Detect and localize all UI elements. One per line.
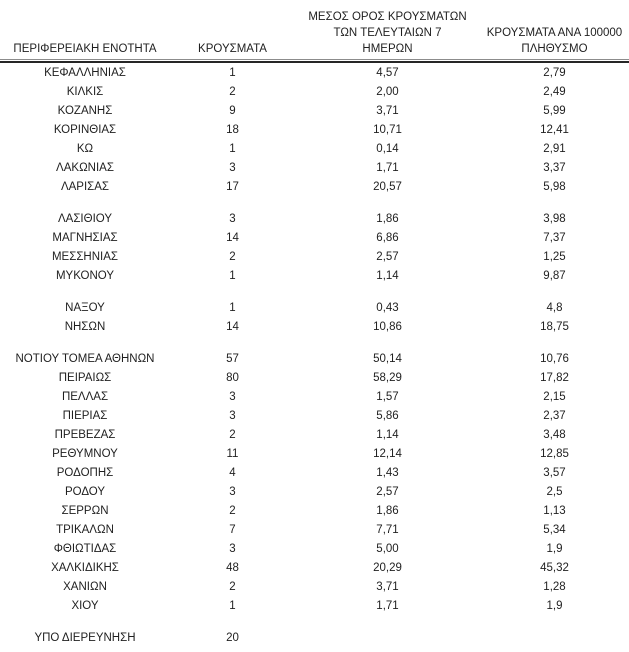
avg7-cell: 3,71	[376, 580, 399, 593]
table-row	[0, 368, 629, 387]
region-cell: ΡΟΔΟΠΗΣ	[56, 466, 114, 479]
cases-cell: 3	[229, 161, 236, 174]
table-row	[0, 209, 629, 228]
cases-cell: 18	[226, 123, 239, 136]
avg7-cell: 10,86	[373, 320, 402, 333]
cases-cell: 1	[229, 599, 236, 612]
region-cell: ΚΟΡΙΝΘΙΑΣ	[53, 123, 117, 136]
per100k-cell: 2,15	[543, 390, 566, 403]
table-row	[0, 139, 629, 158]
region-cell: ΡΟΔΟΥ	[64, 485, 106, 498]
avg7-cell: 1,86	[376, 504, 399, 517]
region-cell: ΜΥΚΟΝΟΥ	[55, 269, 115, 282]
per100k-cell: 1,25	[543, 250, 566, 263]
avg7-cell: 5,00	[376, 542, 399, 555]
group-spacer	[0, 336, 629, 349]
table-row	[0, 482, 629, 501]
per100k-cell: 2,37	[543, 409, 566, 422]
col-header-avg7	[295, 9, 480, 57]
per100k-cell: 5,34	[543, 523, 566, 536]
table-row	[0, 266, 629, 285]
table-row	[0, 63, 629, 82]
region-cell: ΠΕΙΡΑΙΩΣ	[58, 371, 112, 384]
cases-cell: 3	[229, 212, 236, 225]
table-row	[0, 158, 629, 177]
region-cell: ΝΑΞΟΥ	[65, 301, 105, 314]
avg7-cell: 0,14	[376, 142, 399, 155]
cases-cell: 9	[229, 104, 236, 117]
table-row	[0, 349, 629, 368]
col-header-per100k	[480, 25, 629, 57]
avg7-cell: 1,14	[376, 269, 399, 282]
avg7-cell: 10,71	[373, 123, 402, 136]
cases-cell: 2	[229, 428, 236, 441]
region-cell: ΣΕΡΡΩΝ	[61, 504, 109, 517]
group-spacer	[0, 285, 629, 298]
per100k-cell: 4,8	[546, 301, 563, 314]
table-row	[0, 317, 629, 336]
cases-cell: 14	[226, 231, 239, 244]
per100k-cell: 3,98	[543, 212, 566, 225]
table-row	[0, 177, 629, 196]
cases-cell: 14	[226, 320, 239, 333]
col-header-cases	[170, 41, 295, 57]
region-cell: ΡΕΘΥΜΝΟΥ	[52, 447, 118, 460]
region-cell: ΧΑΝΙΩΝ	[63, 580, 107, 593]
table-row	[0, 82, 629, 101]
avg7-cell: 3,71	[376, 104, 399, 117]
cases-cell: 20	[226, 631, 239, 644]
avg7-cell: 58,29	[373, 371, 402, 384]
avg7-cell: 1,86	[376, 212, 399, 225]
avg7-cell: 2,57	[376, 485, 399, 498]
table-row	[0, 120, 629, 139]
col-header-region	[0, 41, 170, 57]
region-cell: ΦΘΙΩΤΙΔΑΣ	[53, 542, 117, 555]
per100k-cell: 7,37	[543, 231, 566, 244]
region-cell: ΛΑΣΙΘΙΟΥ	[57, 212, 113, 225]
region-cell: ΧΙΟΥ	[71, 599, 99, 612]
region-cell: ΠΕΛΛΑΣ	[61, 390, 109, 403]
table-row	[0, 444, 629, 463]
cases-cell: 2	[229, 250, 236, 263]
region-cell: ΥΠΟ ΔΙΕΡΕΥΝΗΣΗ	[34, 631, 136, 644]
region-cell: ΧΑΛΚΙΔΙΚΗΣ	[51, 561, 119, 574]
col-header-region-label: ΠΕΡΙΦΕΡΕΙΑΚΗ ΕΝΟΤΗΤΑ	[13, 43, 157, 55]
table-body	[0, 63, 629, 647]
table-header-row	[0, 0, 629, 57]
per100k-cell: 2,5	[546, 485, 563, 498]
per100k-cell: 9,87	[543, 269, 566, 282]
region-cell: ΛΑΡΙΣΑΣ	[60, 180, 110, 193]
avg7-cell: 1,43	[376, 466, 399, 479]
region-cell: ΜΕΣΣΗΝΙΑΣ	[51, 250, 119, 263]
cases-cell: 1	[229, 301, 236, 314]
col-header-per100k-line2: ΠΛΗΘΥΣΜΟ	[521, 43, 588, 55]
cases-cell: 48	[226, 561, 239, 574]
table-row	[0, 558, 629, 577]
col-header-avg7-line3: ΗΜΕΡΩΝ	[362, 43, 413, 55]
per100k-cell: 1,9	[546, 542, 563, 555]
region-cell: ΚΩ	[76, 142, 94, 155]
avg7-cell: 50,14	[373, 352, 402, 365]
region-cell: ΜΑΓΝΗΣΙΑΣ	[52, 231, 118, 244]
region-cell: ΠΙΕΡΙΑΣ	[62, 409, 108, 422]
avg7-cell: 2,57	[376, 250, 399, 263]
avg7-cell: 1,71	[376, 161, 399, 174]
per100k-cell: 17,82	[540, 371, 569, 384]
cases-cell: 7	[229, 523, 236, 536]
region-cell: ΚΙΛΚΙΣ	[66, 85, 104, 98]
table-row	[0, 628, 629, 647]
table-row	[0, 501, 629, 520]
cases-cell: 3	[229, 409, 236, 422]
cases-cell: 1	[229, 269, 236, 282]
group-spacer	[0, 196, 629, 209]
cases-cell: 3	[229, 542, 236, 555]
region-cell: ΝΗΣΩΝ	[64, 320, 106, 333]
cases-cell: 2	[229, 85, 236, 98]
avg7-cell: 0,43	[376, 301, 399, 314]
per100k-cell: 3,48	[543, 428, 566, 441]
region-cell: ΚΕΦΑΛΛΗΝΙΑΣ	[44, 66, 126, 79]
table-row	[0, 539, 629, 558]
avg7-cell: 4,57	[376, 66, 399, 79]
region-cell: ΚΟΖΑΝΗΣ	[57, 104, 113, 117]
table-row	[0, 101, 629, 120]
avg7-cell: 1,71	[376, 599, 399, 612]
table-row	[0, 577, 629, 596]
per100k-cell: 18,75	[540, 320, 569, 333]
per100k-cell: 3,57	[543, 466, 566, 479]
per100k-cell: 1,9	[546, 599, 563, 612]
per100k-cell: 2,49	[543, 85, 566, 98]
cases-cell: 4	[229, 466, 236, 479]
table-row	[0, 463, 629, 482]
table-row	[0, 596, 629, 615]
per100k-cell: 2,91	[543, 142, 566, 155]
per100k-cell: 5,99	[543, 104, 566, 117]
cases-cell: 2	[229, 504, 236, 517]
cases-cell: 3	[229, 390, 236, 403]
per100k-cell: 10,76	[540, 352, 569, 365]
avg7-cell: 7,71	[376, 523, 399, 536]
per100k-cell: 12,41	[540, 123, 569, 136]
cases-cell: 1	[229, 142, 236, 155]
cases-cell: 3	[229, 485, 236, 498]
table-row	[0, 298, 629, 317]
col-header-avg7-line2: ΤΩΝ ΤΕΛΕΥΤΑΙΩΝ 7	[333, 27, 442, 39]
per100k-cell: 1,28	[543, 580, 566, 593]
per100k-cell: 1,13	[543, 504, 566, 517]
table-row	[0, 387, 629, 406]
avg7-cell: 2,00	[376, 85, 399, 98]
table-row	[0, 247, 629, 266]
per100k-cell: 5,98	[543, 180, 566, 193]
col-header-per100k-line1: ΚΡΟΥΣΜΑΤΑ ΑΝΑ 100000	[486, 27, 623, 39]
region-cell: ΛΑΚΩΝΙΑΣ	[56, 161, 114, 174]
group-spacer	[0, 615, 629, 628]
avg7-cell: 12,14	[373, 447, 402, 460]
col-header-cases-label: ΚΡΟΥΣΜΑΤΑ	[198, 43, 267, 55]
avg7-cell: 6,86	[376, 231, 399, 244]
per100k-cell: 12,85	[540, 447, 569, 460]
avg7-cell: 20,29	[373, 561, 402, 574]
cases-cell: 1	[229, 66, 236, 79]
per100k-cell: 2,79	[543, 66, 566, 79]
avg7-cell: 1,14	[376, 428, 399, 441]
avg7-cell: 1,57	[376, 390, 399, 403]
avg7-cell: 5,86	[376, 409, 399, 422]
per100k-cell: 3,37	[543, 161, 566, 174]
per100k-cell: 45,32	[540, 561, 569, 574]
region-cell: ΝΟΤΙΟΥ ΤΟΜΕΑ ΑΘΗΝΩΝ	[15, 352, 155, 365]
region-cell: ΤΡΙΚΑΛΩΝ	[56, 523, 114, 536]
col-header-avg7-line1: ΜΕΣΟΣ ΟΡΟΣ ΚΡΟΥΣΜΑΤΩΝ	[308, 11, 467, 23]
table-row	[0, 425, 629, 444]
cases-cell: 17	[226, 180, 239, 193]
cases-cell: 80	[226, 371, 239, 384]
table-row	[0, 228, 629, 247]
cases-cell: 11	[226, 447, 239, 460]
avg7-cell: 20,57	[373, 180, 402, 193]
table-row	[0, 520, 629, 539]
table-row	[0, 406, 629, 425]
cases-cell: 2	[229, 580, 236, 593]
region-cell: ΠΡΕΒΕΖΑΣ	[54, 428, 116, 441]
cases-cell: 57	[226, 352, 239, 365]
